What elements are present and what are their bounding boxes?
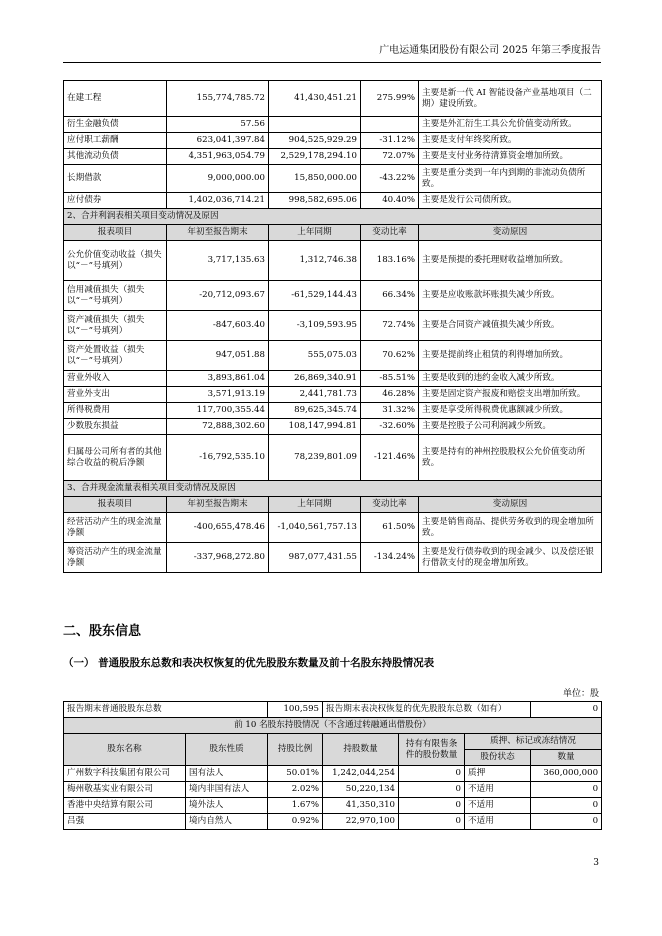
ratio-cell — [361, 117, 419, 133]
totals-row — [64, 702, 602, 718]
item-cell: 营业外支出 — [64, 387, 167, 403]
value-cell: 947,051.88 — [167, 341, 269, 371]
holder-ratio: 1.67% — [268, 798, 323, 814]
col-header-prior: 上年同期 — [269, 225, 361, 241]
table-row — [64, 435, 602, 481]
item-cell: 长期借款 — [64, 165, 167, 193]
value-cell: 78,239,801.09 — [269, 435, 361, 481]
item-cell: 应付债券 — [64, 193, 167, 209]
item-cell: 其他流动负债 — [64, 149, 167, 165]
value-cell: -847,603.40 — [167, 311, 269, 341]
top10-title: 前 10 名股东持股情况（不含通过转融通出借股份） — [64, 718, 602, 734]
ratio-cell: 183.16% — [361, 241, 419, 281]
holder-ratio: 0.92% — [268, 814, 323, 830]
reason-cell: 主要是新一代 AI 智能设备产业基地项目（二期）建设所致。 — [419, 81, 602, 117]
value-cell: 1,312,746.38 — [269, 241, 361, 281]
holder-pledge-qty: 0 — [531, 814, 602, 830]
col-header-item: 报表项目 — [64, 497, 167, 513]
ratio-cell: 275.99% — [361, 81, 419, 117]
col-header-name: 股东名称 — [64, 734, 186, 766]
value-cell: -3,109,593.95 — [269, 311, 361, 341]
reason-cell: 主要是重分类到一年内到期的非流动负债所致。 — [419, 165, 602, 193]
table-row — [64, 543, 602, 573]
value-cell: 998,582,695.06 — [269, 193, 361, 209]
value-cell: 2,529,178,294.10 — [269, 149, 361, 165]
holder-nature: 境内非国有法人 — [186, 782, 268, 798]
holder-qty: 22,970,100 — [323, 814, 399, 830]
col-header-ratio: 持股比例 — [268, 734, 323, 766]
ratio-cell: -31.12% — [361, 133, 419, 149]
value-cell: 1,402,036,714.21 — [167, 193, 269, 209]
reason-cell: 主要是应收账款坏账损失减少所致。 — [419, 281, 602, 311]
col-header-reason: 变动原因 — [419, 497, 602, 513]
holder-name: 梅州敬基实业有限公司 — [64, 782, 186, 798]
reason-cell: 主要是预提的委托理财收益增加所致。 — [419, 241, 602, 281]
table-row — [64, 281, 602, 311]
value-cell: 623,041,397.84 — [167, 133, 269, 149]
ratio-cell: 31.32% — [361, 403, 419, 419]
reason-cell: 主要是固定资产报废和赔偿支出增加所致。 — [419, 387, 602, 403]
section-row — [64, 718, 602, 734]
holder-status: 质押 — [465, 766, 531, 782]
ratio-cell: 72.74% — [361, 311, 419, 341]
reason-cell: 主要是享受所得税费优惠额减少所致。 — [419, 403, 602, 419]
reason-cell: 主要是外汇衍生工具公允价值变动所致。 — [419, 117, 602, 133]
holder-qty: 1,242,044,254 — [323, 766, 399, 782]
holder-limited: 0 — [399, 782, 465, 798]
holder-ratio: 2.02% — [268, 782, 323, 798]
item-cell: 资产处置收益（损失以“－”号填列） — [64, 341, 167, 371]
section-row — [64, 209, 602, 225]
reason-cell: 主要是发行债券收到的现金减少、以及偿还银行借款支付的现金增加所致。 — [419, 543, 602, 573]
col-header-qty: 持股数量 — [323, 734, 399, 766]
value-cell: 41,430,451.21 — [269, 81, 361, 117]
item-cell: 信用减值损失（损失以“－”号填列） — [64, 281, 167, 311]
col-header-prior: 上年同期 — [269, 497, 361, 513]
value-cell — [269, 117, 361, 133]
holder-limited: 0 — [399, 814, 465, 830]
table-row — [64, 766, 602, 782]
section-title: 3、合并现金流量表相关项目变动情况及原因 — [64, 481, 602, 497]
holder-pledge-qty: 0 — [531, 798, 602, 814]
value-cell: -20,712,093.67 — [167, 281, 269, 311]
item-cell: 所得税费用 — [64, 403, 167, 419]
holder-status: 不适用 — [465, 814, 531, 830]
value-cell: -337,968,272.80 — [167, 543, 269, 573]
ratio-cell: 66.34% — [361, 281, 419, 311]
table-row — [64, 241, 602, 281]
holder-nature: 境内自然人 — [186, 814, 268, 830]
item-cell: 筹资活动产生的现金流量净额 — [64, 543, 167, 573]
value-cell: -1,040,561,757.13 — [269, 513, 361, 543]
holder-name: 吕强 — [64, 814, 186, 830]
unit-label: 单位：股 — [562, 689, 599, 699]
ratio-cell: 46.28% — [361, 387, 419, 403]
value-cell: 57.56 — [167, 117, 269, 133]
table-row — [64, 149, 602, 165]
col-header-reason: 变动原因 — [419, 225, 602, 241]
col-header-status: 股份状态 — [465, 750, 531, 766]
table-row — [64, 403, 602, 419]
section-title: 2、合并利润表相关项目变动情况及原因 — [64, 209, 602, 225]
value-cell: 117,700,355.44 — [167, 403, 269, 419]
holder-nature: 国有法人 — [186, 766, 268, 782]
value-cell: 26,869,340.91 — [269, 371, 361, 387]
ratio-cell: -85.51% — [361, 371, 419, 387]
table-row — [64, 81, 602, 117]
value-cell: 15,850,000.00 — [269, 165, 361, 193]
table-row — [64, 419, 602, 435]
shareholder-table — [63, 701, 602, 830]
header-row — [64, 734, 602, 750]
col-header-current: 年初至报告期末 — [167, 225, 269, 241]
col-header-ratio: 变动比率 — [361, 497, 419, 513]
value-cell: 9,000,000.00 — [167, 165, 269, 193]
reason-cell: 主要是控股子公司利润减少所致。 — [419, 419, 602, 435]
col-header-pledge: 质押、标记或冻结情况 — [465, 734, 602, 750]
item-cell: 在建工程 — [64, 81, 167, 117]
value-cell: 89,625,345.74 — [269, 403, 361, 419]
holder-pledge-qty: 0 — [531, 782, 602, 798]
ratio-cell: 61.50% — [361, 513, 419, 543]
col-header-nature: 股东性质 — [186, 734, 268, 766]
value-cell: 3,571,913.19 — [167, 387, 269, 403]
value-cell: 3,717,135.63 — [167, 241, 269, 281]
item-cell: 公允价值变动收益（损失以“－”号填列） — [64, 241, 167, 281]
value-cell: -16,792,535.10 — [167, 435, 269, 481]
table-row — [64, 165, 602, 193]
holder-ratio: 50.01% — [268, 766, 323, 782]
col-header-pledge-qty: 数量 — [531, 750, 602, 766]
reason-cell: 主要是销售商品、提供劳务收到的现金增加所致。 — [419, 513, 602, 543]
header-row — [64, 225, 602, 241]
value-cell: 555,075.03 — [269, 341, 361, 371]
value-cell: 2,441,781.73 — [269, 387, 361, 403]
value-cell: 904,525,929.29 — [269, 133, 361, 149]
value-cell: -400,655,478.46 — [167, 513, 269, 543]
item-cell: 归属母公司所有者的其他综合收益的税后净额 — [64, 435, 167, 481]
holder-status: 不适用 — [465, 798, 531, 814]
item-cell: 衍生金融负债 — [64, 117, 167, 133]
table-row — [64, 311, 602, 341]
col-header-ratio: 变动比率 — [361, 225, 419, 241]
reason-cell: 主要是合同资产减值损失减少所致。 — [419, 311, 602, 341]
ratio-cell: -121.46% — [361, 435, 419, 481]
holder-name: 广州数字科技集团有限公司 — [64, 766, 186, 782]
ratio-cell: 72.07% — [361, 149, 419, 165]
page-header: 广电运通集团股份有限公司 2025 年第三季度报告 — [63, 44, 601, 63]
ratio-cell: -134.24% — [361, 543, 419, 573]
header-row — [64, 497, 602, 513]
holder-limited: 0 — [399, 798, 465, 814]
reason-cell: 主要是发行公司债所致。 — [419, 193, 602, 209]
holder-limited: 0 — [399, 766, 465, 782]
section-row — [64, 481, 602, 497]
section-heading: 二、股东信息 — [63, 624, 142, 639]
table-row — [64, 117, 602, 133]
change-table — [63, 80, 602, 573]
reason-cell: 主要是提前终止租赁的利得增加所致。 — [419, 341, 602, 371]
pref-holders-value: 0 — [531, 702, 602, 718]
value-cell: 4,351,963,054.79 — [167, 149, 269, 165]
item-cell: 经营活动产生的现金流量净额 — [64, 513, 167, 543]
holder-qty: 41,350,310 — [323, 798, 399, 814]
reason-cell: 主要是支付年终奖所致。 — [419, 133, 602, 149]
value-cell: 108,147,994.81 — [269, 419, 361, 435]
table-row — [64, 341, 602, 371]
item-cell: 资产减值损失（损失以“－”号填列） — [64, 311, 167, 341]
table-row — [64, 133, 602, 149]
table-row — [64, 782, 602, 798]
ratio-cell: -32.60% — [361, 419, 419, 435]
table-row — [64, 513, 602, 543]
table-row — [64, 387, 602, 403]
col-header-current: 年初至报告期末 — [167, 497, 269, 513]
reason-cell: 主要是支付业务待清算资金增加所致。 — [419, 149, 602, 165]
value-cell: 72,888,302.60 — [167, 419, 269, 435]
table-row — [64, 193, 602, 209]
col-header-item: 报表项目 — [64, 225, 167, 241]
ratio-cell: 40.40% — [361, 193, 419, 209]
total-holders-label: 报告期末普通股股东总数 — [64, 702, 268, 718]
table-row — [64, 371, 602, 387]
holder-pledge-qty: 360,000,000 — [531, 766, 602, 782]
subsection-heading: （一） 普通股股东总数和表决权恢复的优先股股东数量及前十名股东持股情况表 — [63, 657, 435, 669]
ratio-cell: 70.62% — [361, 341, 419, 371]
table-row — [64, 798, 602, 814]
item-cell: 营业外收入 — [64, 371, 167, 387]
pref-holders-label: 报告期末表决权恢复的优先股股东总数（如有） — [323, 702, 531, 718]
holder-nature: 境外法人 — [186, 798, 268, 814]
holder-qty: 50,220,134 — [323, 782, 399, 798]
item-cell: 应付职工薪酬 — [64, 133, 167, 149]
holder-name: 香港中央结算有限公司 — [64, 798, 186, 814]
value-cell: 155,774,785.72 — [167, 81, 269, 117]
page-number: 3 — [593, 858, 599, 868]
reason-cell: 主要是收到的违约金收入减少所致。 — [419, 371, 602, 387]
value-cell: 987,077,431.55 — [269, 543, 361, 573]
item-cell: 少数股东损益 — [64, 419, 167, 435]
reason-cell: 主要是持有的神州控股股权公允价值变动所致。 — [419, 435, 602, 481]
table-row — [64, 814, 602, 830]
col-header-limited: 持有有限售条件的股份数量 — [399, 734, 465, 766]
holder-status: 不适用 — [465, 782, 531, 798]
value-cell: 3,893,861.04 — [167, 371, 269, 387]
total-holders-value: 100,595 — [268, 702, 323, 718]
ratio-cell: -43.22% — [361, 165, 419, 193]
value-cell: -61,529,144.43 — [269, 281, 361, 311]
